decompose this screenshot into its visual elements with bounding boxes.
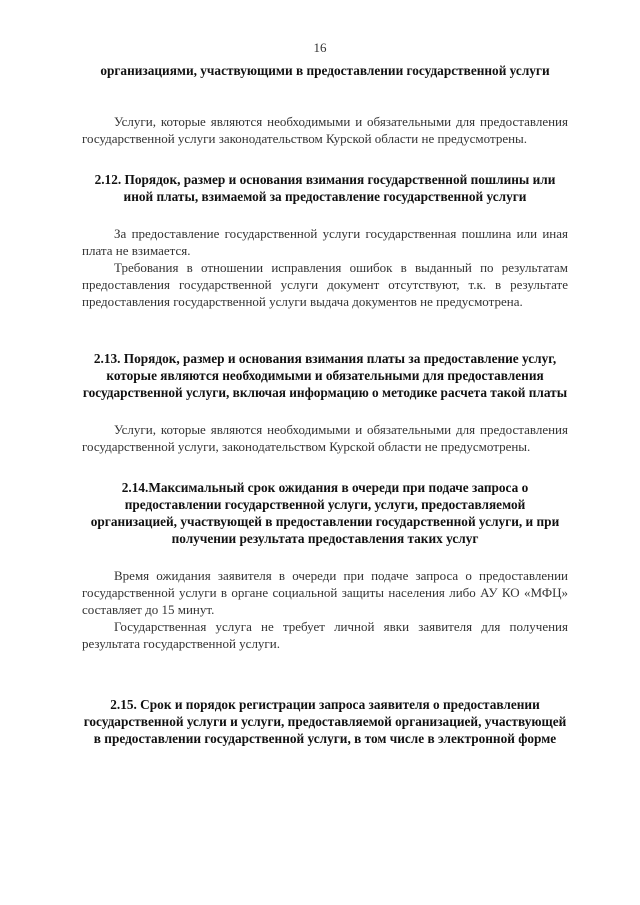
section-heading-2-13: 2.13. Порядок, размер и основания взимания платы за предоставление услуг, которые являются необходимыми и обязательными для предоставления государственной услуги, включая информацию о методике расчета такой платы (82, 351, 568, 400)
paragraph-2-13: Услуги, которые являются необходимыми и обязательными для предоставления государственной услуги, законодательством Курской области не предусмотрены. (82, 422, 568, 454)
paragraph-2-14-wait: Время ожидания заявителя в очереди при подаче запроса о предоставлении государственной услуги в органе социальной защиты населения либо АУ КО «МФЦ» составляет до 15 минут. (82, 568, 568, 617)
paragraph-2-14-appearance: Государственная услуга не требует личной явки заявителя для получения результата государственной услуги. (82, 619, 568, 651)
document-body (82, 62, 568, 747)
paragraph-2-12-errors: Требования в отношении исправления ошибок в выданный по результатам предоставления государственной услуги документ отсутствуют, т.к. в результате предоставления государственной услуги выдача документов не предусмотрена. (82, 260, 568, 309)
section-heading-2-15: 2.15. Срок и порядок регистрации запроса заявителя о предоставлении государственной услуги и услуги, предоставляемой организацией, участвующей в предоставлении государственной услуги, в том числе в электронной форме (83, 697, 567, 746)
section-heading-2-12: 2.12. Порядок, размер и основания взимания государственной пошлины или иной платы, взимаемой за предоставление государственной услуги (94, 172, 556, 204)
paragraph-intro: Услуги, которые являются необходимыми и обязательными для предоставления государственной услуги законодательством Курской области не предусмотрены. (82, 114, 568, 146)
page-number: 16 (313, 40, 327, 55)
section-heading-2-14: 2.14.Максимальный срок ожидания в очереди при подаче запроса о предоставлении государственной услуги, услуги, предоставляемой организацией, участвующей в предоставлении государственной услуги, и при получении результата предоставления таких услуг (90, 480, 560, 546)
section-heading-intro: организациями, участвующими в предоставлении государственной услуги (100, 63, 550, 78)
paragraph-2-12-fee: За предоставление государственной услуги государственная пошлина или иная плата не взимается. (82, 226, 568, 258)
